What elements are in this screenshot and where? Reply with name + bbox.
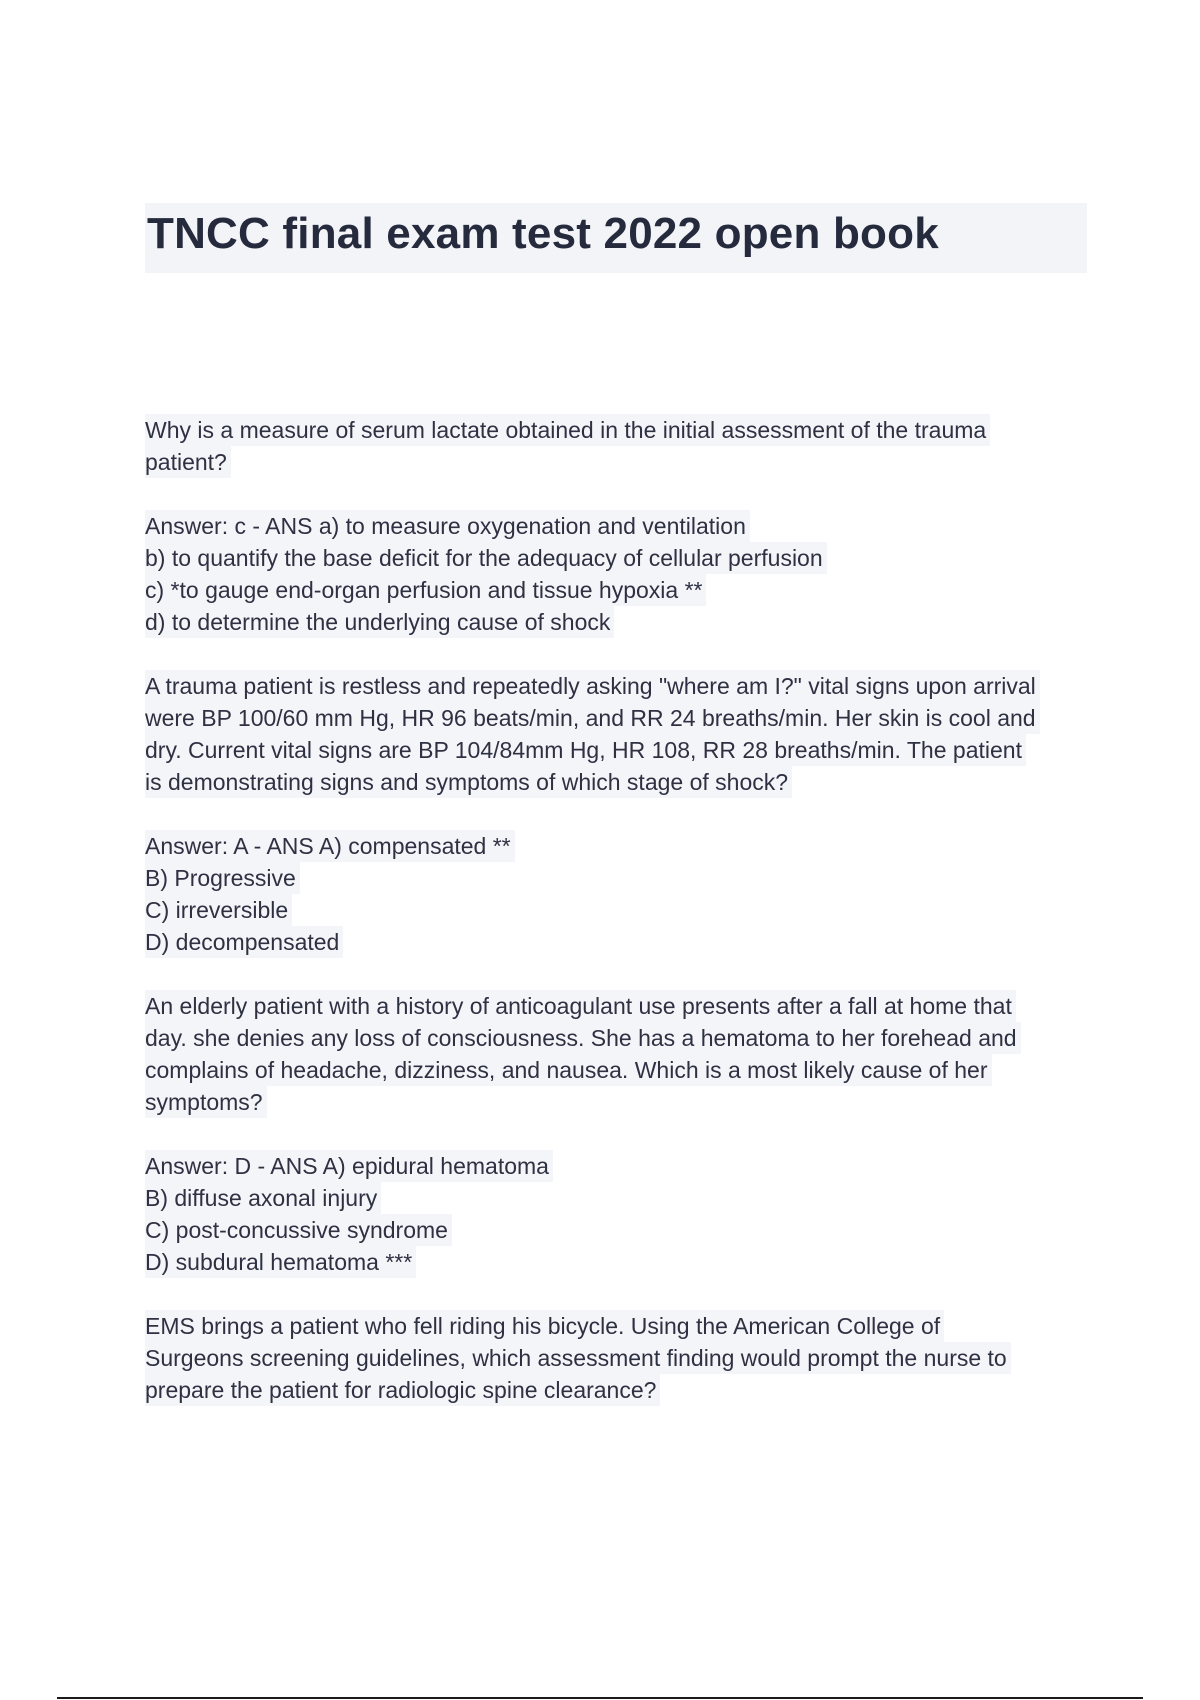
answer-3-line-3: C) post-concussive syndrome (145, 1214, 452, 1246)
answer-1-line-3: c) *to gauge end-organ perfusion and tissue hypoxia ** (145, 574, 706, 606)
question-2-line-4: is demonstrating signs and symptoms of which stage of shock? (145, 766, 792, 798)
question-4-line-3: prepare the patient for radiologic spine clearance? (145, 1374, 660, 1406)
question-list (145, 414, 1095, 1438)
answer-2 (145, 830, 1095, 958)
answer-3-line-1: Answer: D - ANS A) epidural hematoma (145, 1150, 553, 1182)
question-3-line-4: symptoms? (145, 1086, 267, 1118)
answer-1-line-2: b) to quantify the base deficit for the adequacy of cellular perfusion (145, 542, 827, 574)
answer-1 (145, 510, 1095, 638)
title-banner (145, 203, 1087, 273)
question-3-line-3: complains of headache, dizziness, and nausea. Which is a most likely cause of her (145, 1054, 992, 1086)
question-4 (145, 1310, 1095, 1406)
question-4-line-1: EMS brings a patient who fell riding his bicycle. Using the American College of (145, 1310, 944, 1342)
question-2 (145, 670, 1095, 798)
answer-2-line-1: Answer: A - ANS A) compensated ** (145, 830, 515, 862)
question-2-line-3: dry. Current vital signs are BP 104/84mm Hg, HR 108, RR 28 breaths/min. The patient (145, 734, 1026, 766)
page-bottom-rule (57, 1697, 1143, 1699)
question-2-line-2: were BP 100/60 mm Hg, HR 96 beats/min, and RR 24 breaths/min. Her skin is cool and (145, 702, 1040, 734)
question-1-line-1: Why is a measure of serum lactate obtained in the initial assessment of the trauma (145, 414, 990, 446)
answer-2-line-3: C) irreversible (145, 894, 292, 926)
answer-2-line-2: B) Progressive (145, 862, 300, 894)
answer-3-line-2: B) diffuse axonal injury (145, 1182, 381, 1214)
answer-2-line-4: D) decompensated (145, 926, 343, 958)
question-4-line-2: Surgeons screening guidelines, which assessment finding would prompt the nurse to (145, 1342, 1011, 1374)
question-1 (145, 414, 1095, 478)
question-3-line-1: An elderly patient with a history of anticoagulant use presents after a fall at home that (145, 990, 1016, 1022)
answer-1-line-4: d) to determine the underlying cause of shock (145, 606, 614, 638)
question-1-line-2: patient? (145, 446, 231, 478)
answer-3-line-4: D) subdural hematoma *** (145, 1246, 416, 1278)
answer-3 (145, 1150, 1095, 1278)
question-2-line-1: A trauma patient is restless and repeatedly asking "where am I?" vital signs upon arrival (145, 670, 1040, 702)
page-title: TNCC final exam test 2022 open book (147, 209, 939, 258)
answer-1-line-1: Answer: c - ANS a) to measure oxygenation and ventilation (145, 510, 750, 542)
question-3 (145, 990, 1095, 1118)
question-3-line-2: day. she denies any loss of consciousness. She has a hematoma to her forehead and (145, 1022, 1021, 1054)
